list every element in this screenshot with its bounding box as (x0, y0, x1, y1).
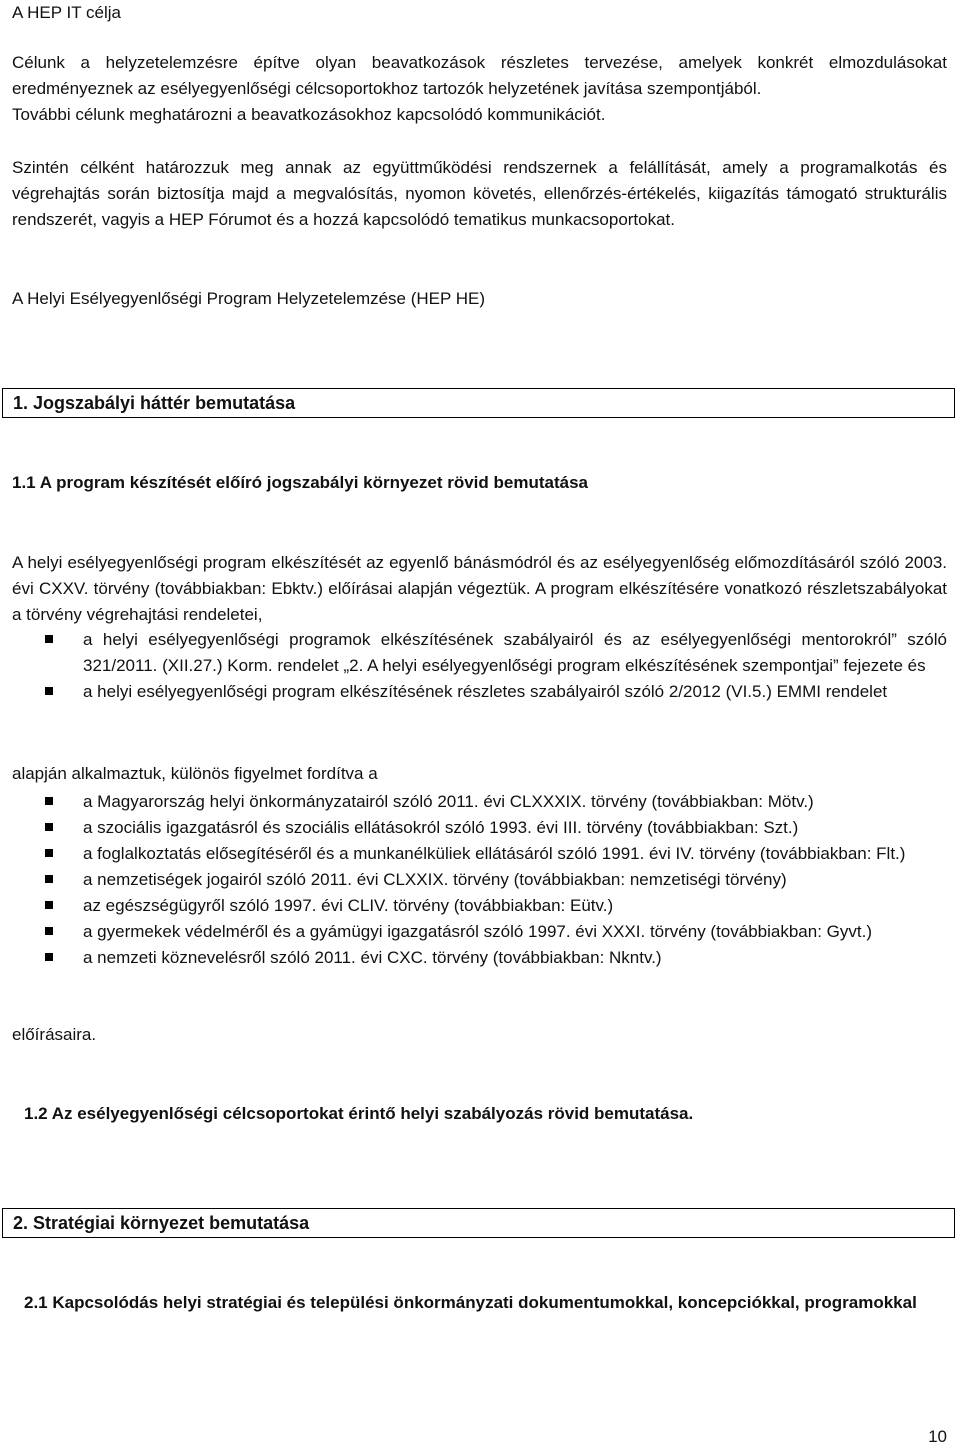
list-item (12, 789, 947, 815)
list-item (12, 893, 947, 919)
subsection-1-2-heading: 1.2 Az esélyegyenlőségi célcsoportokat érintő helyi szabályozás rövid bemutatása. (24, 1104, 694, 1123)
square-bullet-icon (45, 901, 53, 909)
square-bullet-icon (45, 953, 53, 961)
list-item (12, 627, 947, 679)
list-item-text: a gyermekek védelméről és a gyámügyi igazgatásról szóló 1997. évi XXXI. törvény (továbbiakban: Gyvt.) (83, 922, 872, 941)
hep-he-title: A Helyi Esélyegyenlőségi Program Helyzetelemzése (HEP HE) (12, 289, 486, 308)
list-item (12, 679, 947, 705)
subsection-1-1-paragraph: A helyi esélyegyenlőségi program elkészítését az egyenlő bánásmódról és az esélyegyenlőség előmozdításáról szóló 2003. évi CXXV. törvény (továbbiakban: Ebktv.) előírásai alapján végeztük. A program elkészítésére vonatkozó részletszabályokat a törvény végrehajtási rendeletei, (12, 553, 947, 624)
section-2-heading: 2. Stratégiai környezet bemutatása (2, 1208, 955, 1238)
list-item-text: a Magyarország helyi önkormányzatairól szóló 2011. évi CLXXXIX. törvény (továbbiakban: Mötv.) (83, 792, 814, 811)
list-item-text: a nemzetiségek jogairól szóló 2011. évi CLXXIX. törvény (továbbiakban: nemzetiségi törvény) (83, 870, 787, 889)
square-bullet-icon (45, 849, 53, 857)
regulation-list (12, 627, 947, 705)
square-bullet-icon (45, 687, 53, 695)
list-item-text: a helyi esélyegyenlőségi program elkészítésének részletes szabályairól szóló 2/2012 (VI.5.) EMMI rendelet (83, 682, 888, 701)
square-bullet-icon (45, 927, 53, 935)
alapjan-text: alapján alkalmaztuk, különös figyelmet fordítva a (12, 764, 378, 783)
square-bullet-icon (45, 823, 53, 831)
list-item-text: a szociális igazgatásról és szociális ellátásokról szóló 1993. évi III. törvény (továbbiakban: Szt.) (83, 818, 799, 837)
square-bullet-icon (45, 797, 53, 805)
intro-paragraph-2: További célunk meghatározni a beavatkozásokhoz kapcsolódó kommunikációt. (12, 105, 606, 124)
list-item-text: az egészségügyről szóló 1997. évi CLIV. törvény (továbbiakban: Eütv.) (83, 896, 614, 915)
subsection-1-1-heading: 1.1 A program készítését előíró jogszabályi környezet rövid bemutatása (12, 473, 588, 492)
top-title: A HEP IT célja (12, 3, 121, 22)
subsection-2-1-heading: 2.1 Kapcsolódás helyi stratégiai és települési önkormányzati dokumentumokkal, koncepciókkal, programokkal (24, 1293, 917, 1312)
law-list (12, 789, 947, 971)
list-item (12, 841, 947, 867)
intro-paragraph-1: Célunk a helyzetelemzésre építve olyan beavatkozások részletes tervezése, amelyek konkrét elmozdulásokat eredményeznek az esélyegyenlőségi célcsoportokhoz tartozók helyzetének javítása szempontjából. (12, 53, 947, 98)
section-1-heading: 1. Jogszabályi háttér bemutatása (2, 388, 955, 418)
square-bullet-icon (45, 875, 53, 883)
eloirasaira-text: előírásaira. (12, 1025, 97, 1044)
list-item (12, 919, 947, 945)
square-bullet-icon (45, 635, 53, 643)
list-item-text: a helyi esélyegyenlőségi programok elkészítésének szabályairól és az esélyegyenlőségi mentorokról” szóló 321/2011. (XII.27.) Korm. rendelet „2. A helyi esélyegyenlőségi program elkészítésének szempontjai” fejezete és (83, 630, 947, 675)
list-item (12, 815, 947, 841)
page-number: 10 (928, 1427, 947, 1446)
list-item (12, 945, 947, 971)
intro-paragraph-3: Szintén célként határozzuk meg annak az együttműködési rendszernek a felállítását, amely a programalkotás és végrehajtás során biztosítja majd a megvalósítás, nyomon követés, ellenőrzés-értékelés, kiigazítás támogató strukturális rendszerét, vagyis a HEP Fórumot és a hozzá kapcsolódó tematikus munkacsoportokat. (12, 158, 947, 229)
list-item-text: a foglalkoztatás elősegítéséről és a munkanélküliek ellátásáról szóló 1991. évi IV. törvény (továbbiakban: Flt.) (83, 844, 906, 863)
list-item-text: a nemzeti köznevelésről szóló 2011. évi CXC. törvény (továbbiakban: Nkntv.) (83, 948, 662, 967)
list-item (12, 867, 947, 893)
